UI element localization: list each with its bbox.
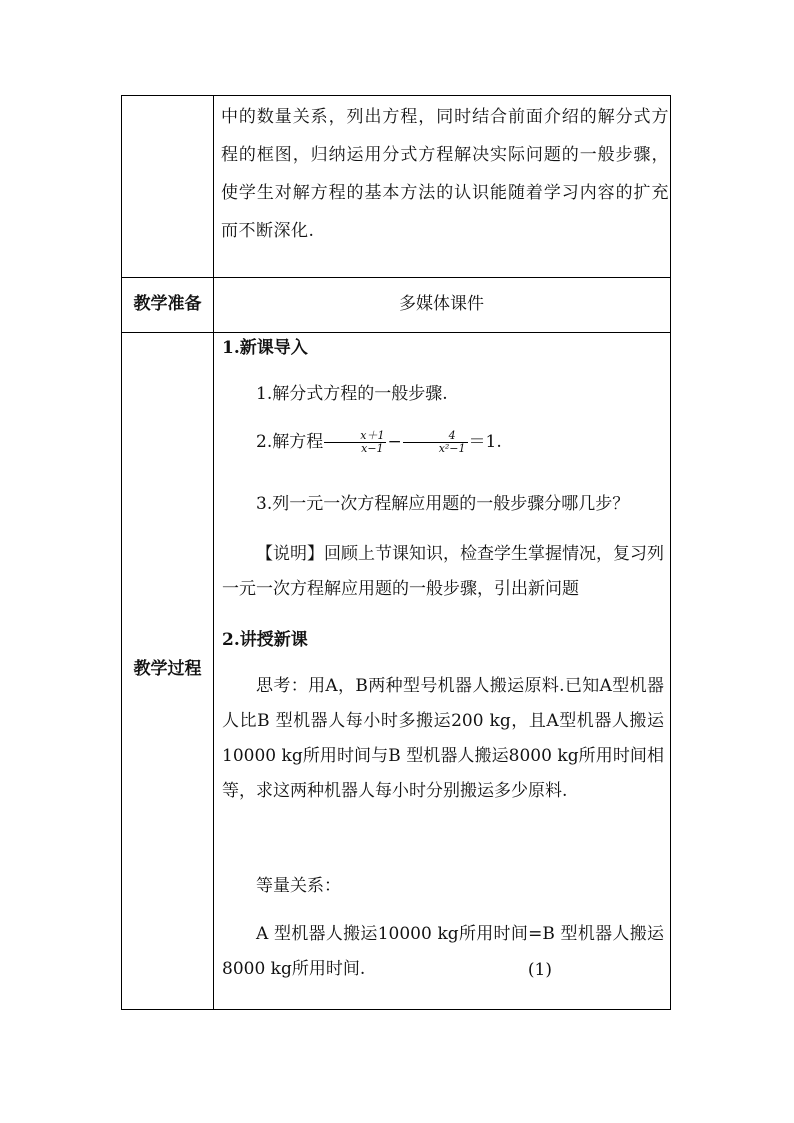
equal-relation-text: A 型机器人搬运10000 kg所用时间=B 型机器人搬运 8000 kg所用时间. xyxy=(222,924,664,979)
label-teaching-preparation: 教学准备 xyxy=(133,294,202,314)
heading-teach-new-lesson: 2.讲授新课 xyxy=(222,630,308,650)
equal-relation-title: 等量关系： xyxy=(256,876,341,896)
intro-item-3: 3.列一元一次方程解应用题的一般步骤分哪几步？ xyxy=(256,494,630,514)
intro-item-2: 2.解方程 $\frac{x+1}{x-1}$ − $\frac{4}{\text{x²−1}}$ ＝1. xyxy=(256,429,502,455)
objective-text: 中的数量关系，列出方程，同时结合前面介绍的解分式方程的框图，归纳运用分式方程解决实际问题的一般步骤，使学生对解方程的基本方法的认识能随着学习内容的扩充而不断深化. xyxy=(221,107,669,241)
preparation-content: 多媒体课件 xyxy=(399,294,484,314)
fraction-2: $\frac{4}{\text{x²−1}}$ xyxy=(403,430,468,455)
heading-new-lesson-intro: 1.新课导入 xyxy=(222,338,308,358)
intro-item-1: 1.解分式方程的一般步骤. xyxy=(256,384,448,404)
think-problem-text: 思考：用A，B两种型号机器人搬运原料.已知A型机器人比B 型机器人每小时多搬运200 kg，且A型机器人搬运10000 kg所用时间与B 型机器人搬运8000 kg所用时间相等，求这两种机器人每小时分别搬运多少原料. xyxy=(222,676,664,801)
process-content xyxy=(214,333,670,1009)
label-teaching-process: 教学过程 xyxy=(133,659,202,679)
row-divider-1 xyxy=(122,277,670,278)
lesson-table xyxy=(121,95,671,1010)
fraction-1: $\frac{x+1}{x-1}$ xyxy=(324,430,386,455)
equation-number: (1) xyxy=(527,960,552,980)
note-text: 【说明】回顾上节课知识，检查学生掌握情况，复习列一元一次方程解应用题的一般步骤，引出新问题 xyxy=(222,544,664,599)
